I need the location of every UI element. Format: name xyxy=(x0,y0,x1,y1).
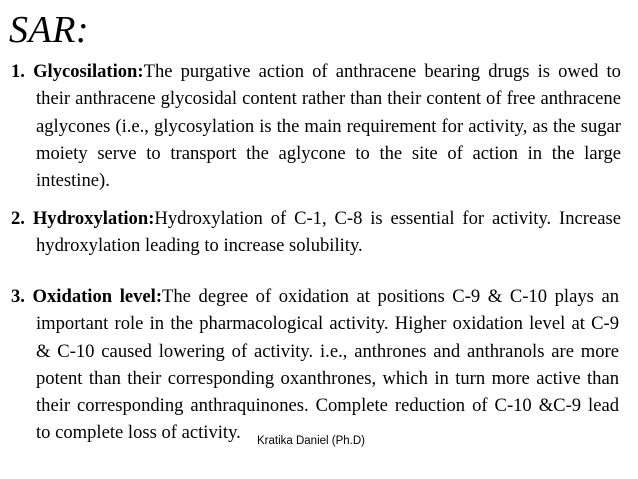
list-item-oxidation-level xyxy=(11,283,619,447)
list-item-hydroxylation xyxy=(11,205,621,260)
item-heading: Hydroxylation: xyxy=(32,208,155,229)
item-number: 3. xyxy=(11,286,25,307)
item-heading: Oxidation level: xyxy=(32,286,163,307)
slide-title: SAR: xyxy=(9,9,90,51)
item-text: The purgative action of anthracene bearing drugs is owed to their anthracene glycosidal content rather than their content of free anthracene aglycones (i.e., glycosylation is the main requirement for activity, as the sugar moiety serve to transport the aglycone to the site of action in the large intestine). xyxy=(36,61,621,192)
item-number: 2. xyxy=(11,208,25,229)
item-heading: Glycosilation: xyxy=(33,61,144,82)
item-number: 1. xyxy=(11,61,25,82)
item-text: Hydroxylation of C-1, C-8 is essential for activity. Increase hydroxylation leading to increase solubility. xyxy=(36,208,621,257)
item-text: The degree of oxidation at positions C-9 & C-10 plays an important role in the pharmacological activity. Higher oxidation level at C-9 & C-10 caused lowering of activity. i.e., anthrones and anthranols are more potent than their corresponding oxanthrones, which in turn more active than their corresponding anthraquinones. Complete reduction of C-10 &C-9 lead to complete loss of activity. xyxy=(36,286,619,444)
author-footer: Kratika Daniel (Ph.D) xyxy=(257,435,366,447)
list-item-glycosilation xyxy=(11,58,621,194)
